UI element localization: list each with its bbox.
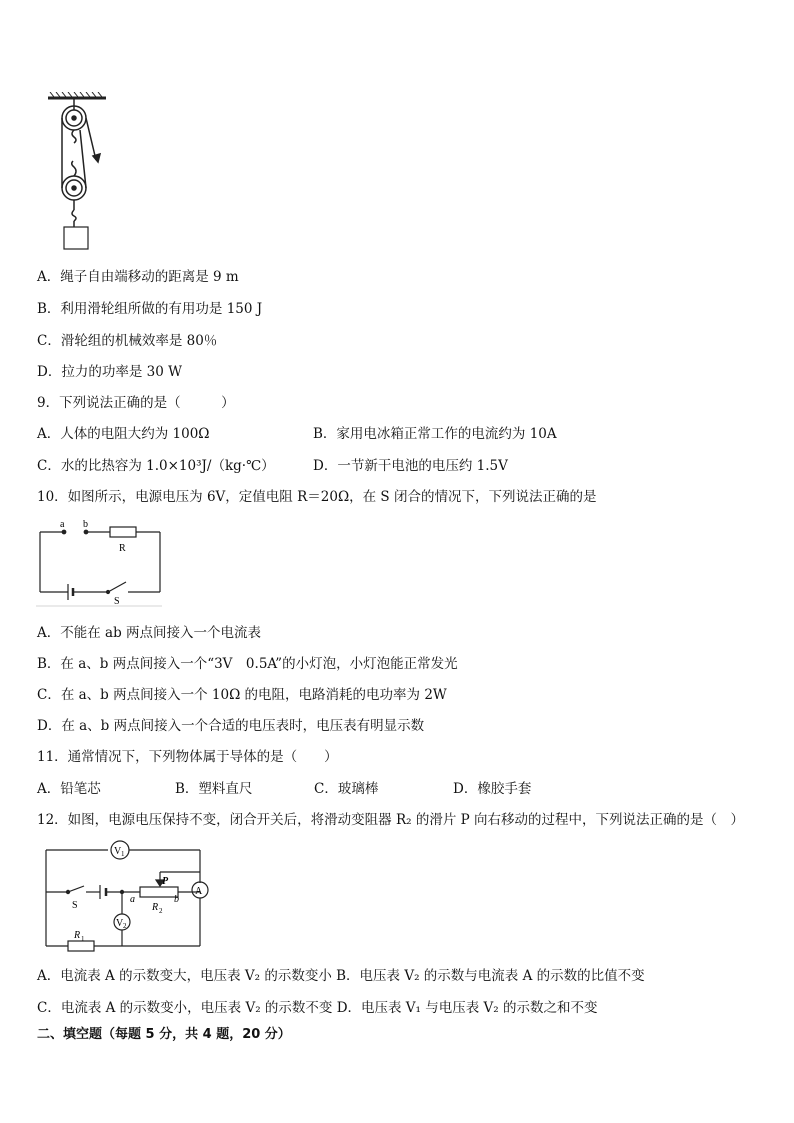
q12-r2-sub: 2 bbox=[159, 907, 163, 915]
pulley-system-figure bbox=[40, 92, 110, 252]
q8-option-c: C．滑轮组的机械效率是 80％ bbox=[37, 333, 218, 349]
q12-circuit-figure bbox=[40, 838, 215, 953]
q9-stem: 9．下列说法正确的是（ ） bbox=[37, 395, 235, 411]
q9-option-b: B．家用电冰箱正常工作的电流约为 10A bbox=[313, 426, 557, 442]
q9-option-c: C．水的比热容为 1.0×10³J/（kg·℃） bbox=[37, 458, 275, 474]
q12-options-ab: A．电流表 A 的示数变大，电压表 V₂ 的示数变小 B．电压表 V₂ 的示数与电流表 A 的示数的比值不变 bbox=[37, 968, 645, 984]
q10-label-r: R bbox=[119, 543, 126, 554]
q11-option-c: C．玻璃棒 bbox=[314, 781, 379, 797]
q8-option-a: A．绳子自由端移动的距离是 9 m bbox=[37, 269, 239, 285]
q10-label-s: S bbox=[114, 596, 120, 607]
q11-option-d: D．橡胶手套 bbox=[453, 781, 532, 797]
q12-r1-letter: R bbox=[74, 930, 81, 941]
q10-option-c: C．在 a、b 两点间接入一个 10Ω 的电阻，电路消耗的电功率为 2W bbox=[37, 687, 447, 703]
q12-r2-letter: R bbox=[152, 902, 159, 913]
q10-label-b: b bbox=[83, 519, 88, 530]
q10-option-b: B．在 a、b 两点间接入一个“3V 0.5A”的小灯泡，小灯泡能正常发光 bbox=[37, 656, 458, 672]
q12-v2-letter: V bbox=[116, 918, 124, 929]
q12-options-cd: C．电流表 A 的示数变小，电压表 V₂ 的示数不变 D．电压表 V₁ 与电压表 V₂ 的示数之和不变 bbox=[37, 1000, 598, 1016]
q9-option-d: D．一节新干电池的电压约 1.5V bbox=[313, 458, 508, 474]
q12-v1-sub: 1 bbox=[121, 850, 125, 858]
q10-option-d: D．在 a、b 两点间接入一个合适的电压表时，电压表有明显示数 bbox=[37, 718, 425, 734]
q10-label-a: a bbox=[60, 519, 65, 530]
q12-stem: 12．如图，电源电压保持不变，闭合开关后，将滑动变阻器 R₂ 的滑片 P 向右移动的过程中，下列说法正确的是（ ） bbox=[37, 812, 745, 828]
q11-option-b: B．塑料直尺 bbox=[175, 781, 253, 797]
q12-label-b: b bbox=[174, 894, 179, 905]
q12-v1-letter: V bbox=[114, 846, 122, 857]
q10-circuit-figure bbox=[36, 518, 168, 608]
q8-option-b: B．利用滑轮组所做的有用功是 150 J bbox=[37, 301, 263, 317]
q12-label-s: S bbox=[72, 900, 78, 911]
q12-v2-sub: 2 bbox=[123, 922, 127, 930]
q9-option-a: A．人体的电阻大约为 100Ω bbox=[37, 426, 210, 442]
q10-stem: 10．如图所示，电源电压为 6V，定值电阻 R＝20Ω，在 S 闭合的情况下，下列说法正确的是 bbox=[37, 489, 597, 505]
q12-label-p: P bbox=[162, 876, 169, 887]
q12-ammeter-label: A bbox=[195, 886, 203, 897]
q11-stem: 11．通常情况下，下列物体属于导体的是（ ） bbox=[37, 749, 338, 765]
q12-r1-sub: 1 bbox=[81, 935, 85, 943]
q12-label-a: a bbox=[130, 894, 135, 905]
q8-option-d: D．拉力的功率是 30 W bbox=[37, 364, 182, 380]
q10-option-a: A．不能在 ab 两点间接入一个电流表 bbox=[37, 625, 262, 641]
section-heading-fill-blank: 二、填空题（每题 5 分，共 4 题，20 分） bbox=[37, 1027, 291, 1042]
q11-option-a: A．铅笔芯 bbox=[37, 781, 101, 797]
